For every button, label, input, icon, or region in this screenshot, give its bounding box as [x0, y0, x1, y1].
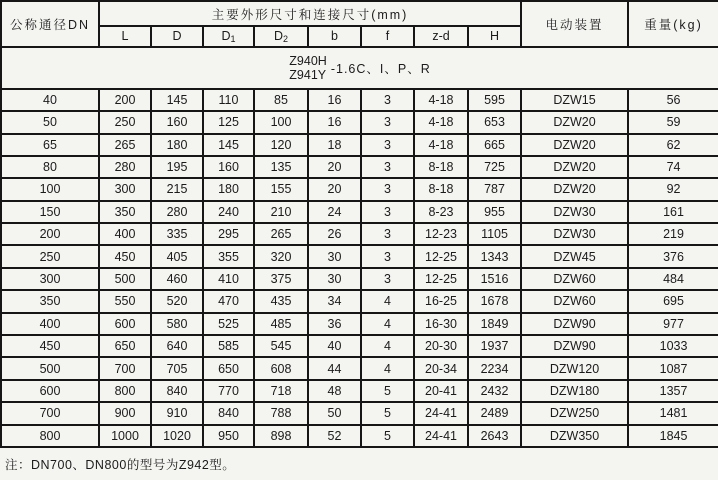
cell-z-d: 4-18	[414, 134, 468, 156]
cell-H: 665	[468, 134, 521, 156]
cell-D: 580	[151, 313, 203, 335]
cell-z-d: 4-18	[414, 111, 468, 133]
table-row	[1, 245, 718, 267]
cell-z-d: 4-18	[414, 89, 468, 111]
cell-weight: 1033	[628, 335, 718, 357]
cell-z-d: 8-23	[414, 201, 468, 223]
cell-weight: 62	[628, 134, 718, 156]
table-row	[1, 201, 718, 223]
cell-f: 3	[361, 223, 414, 245]
cell-actuator: DZW45	[521, 245, 628, 267]
cell-D2: 545	[254, 335, 308, 357]
cell-b: 36	[308, 313, 361, 335]
cell-D1: 770	[203, 380, 254, 402]
cell-b: 34	[308, 290, 361, 312]
cell-z-d: 20-30	[414, 335, 468, 357]
cell-z-d: 16-30	[414, 313, 468, 335]
header-row-1	[1, 1, 718, 26]
cell-actuator: DZW30	[521, 223, 628, 245]
cell-L: 500	[99, 268, 151, 290]
model-code-suffix: -1.6C、I、P、R	[330, 61, 431, 76]
cell-dn: 40	[1, 89, 99, 111]
cell-D: 405	[151, 245, 203, 267]
cell-actuator: DZW20	[521, 111, 628, 133]
cell-H: 1849	[468, 313, 521, 335]
cell-D2: 608	[254, 357, 308, 379]
model-code-line2: Z941Y	[289, 67, 327, 82]
col-header-zd: z-d	[414, 26, 468, 47]
cell-z-d: 24-41	[414, 425, 468, 447]
cell-b: 16	[308, 89, 361, 111]
cell-weight: 219	[628, 223, 718, 245]
cell-b: 20	[308, 178, 361, 200]
cell-b: 24	[308, 201, 361, 223]
cell-L: 350	[99, 201, 151, 223]
cell-f: 3	[361, 134, 414, 156]
cell-f: 3	[361, 89, 414, 111]
cell-L: 250	[99, 111, 151, 133]
cell-weight: 59	[628, 111, 718, 133]
cell-b: 18	[308, 134, 361, 156]
table-row	[1, 313, 718, 335]
cell-f: 4	[361, 357, 414, 379]
col-group-dimensions: 主要外形尺寸和连接尺寸(mm)	[99, 1, 521, 26]
cell-dn: 400	[1, 313, 99, 335]
cell-z-d: 16-25	[414, 290, 468, 312]
cell-D2: 718	[254, 380, 308, 402]
cell-D1: 525	[203, 313, 254, 335]
cell-actuator: DZW90	[521, 313, 628, 335]
col-header-D2: $D_2$	[254, 26, 308, 47]
cell-actuator: DZW20	[521, 134, 628, 156]
cell-L: 550	[99, 290, 151, 312]
cell-D: 460	[151, 268, 203, 290]
cell-weight: 56	[628, 89, 718, 111]
cell-weight: 1845	[628, 425, 718, 447]
cell-b: 30	[308, 268, 361, 290]
table-row	[1, 134, 718, 156]
cell-weight: 92	[628, 178, 718, 200]
cell-b: 52	[308, 425, 361, 447]
cell-D1: 355	[203, 245, 254, 267]
cell-b: 50	[308, 402, 361, 424]
cell-D1: 950	[203, 425, 254, 447]
cell-actuator: DZW250	[521, 402, 628, 424]
cell-f: 5	[361, 380, 414, 402]
cell-D1: 125	[203, 111, 254, 133]
cell-D1: 840	[203, 402, 254, 424]
cell-f: 3	[361, 156, 414, 178]
cell-f: 4	[361, 290, 414, 312]
col-header-H: H	[468, 26, 521, 47]
cell-z-d: 8-18	[414, 178, 468, 200]
cell-L: 650	[99, 335, 151, 357]
cell-L: 1000	[99, 425, 151, 447]
col-header-D1: $D_1$	[203, 26, 254, 47]
cell-D2: 435	[254, 290, 308, 312]
cell-H: 725	[468, 156, 521, 178]
cell-weight: 1087	[628, 357, 718, 379]
cell-H: 595	[468, 89, 521, 111]
cell-H: 1516	[468, 268, 521, 290]
table-row	[1, 178, 718, 200]
cell-b: 26	[308, 223, 361, 245]
cell-H: 2489	[468, 402, 521, 424]
cell-D: 335	[151, 223, 203, 245]
table-row	[1, 335, 718, 357]
cell-L: 800	[99, 380, 151, 402]
cell-z-d: 8-18	[414, 156, 468, 178]
cell-D2: 485	[254, 313, 308, 335]
cell-dn: 350	[1, 290, 99, 312]
cell-L: 265	[99, 134, 151, 156]
cell-dn: 500	[1, 357, 99, 379]
col-header-D: D	[151, 26, 203, 47]
col-header-b: b	[308, 26, 361, 47]
cell-H: 2643	[468, 425, 521, 447]
cell-L: 900	[99, 402, 151, 424]
cell-actuator: DZW350	[521, 425, 628, 447]
cell-H: 653	[468, 111, 521, 133]
cell-D1: 240	[203, 201, 254, 223]
cell-L: 700	[99, 357, 151, 379]
table-row	[1, 425, 718, 447]
cell-D2: 375	[254, 268, 308, 290]
cell-b: 20	[308, 156, 361, 178]
cell-dn: 600	[1, 380, 99, 402]
cell-L: 200	[99, 89, 151, 111]
col-header-f: f	[361, 26, 414, 47]
model-designation-row	[1, 47, 718, 89]
cell-z-d: 20-34	[414, 357, 468, 379]
table-row	[1, 290, 718, 312]
cell-weight: 977	[628, 313, 718, 335]
cell-dn: 700	[1, 402, 99, 424]
cell-D2: 210	[254, 201, 308, 223]
cell-D1: 470	[203, 290, 254, 312]
cell-H: 955	[468, 201, 521, 223]
table-row	[1, 111, 718, 133]
cell-f: 5	[361, 425, 414, 447]
cell-b: 30	[308, 245, 361, 267]
cell-b: 40	[308, 335, 361, 357]
table-row	[1, 223, 718, 245]
table-row	[1, 268, 718, 290]
cell-D2: 155	[254, 178, 308, 200]
cell-D: 180	[151, 134, 203, 156]
cell-D: 145	[151, 89, 203, 111]
cell-H: 1937	[468, 335, 521, 357]
cell-actuator: DZW60	[521, 268, 628, 290]
cell-D2: 85	[254, 89, 308, 111]
cell-L: 300	[99, 178, 151, 200]
cell-weight: 1357	[628, 380, 718, 402]
cell-actuator: DZW30	[521, 201, 628, 223]
cell-weight: 376	[628, 245, 718, 267]
cell-z-d: 12-25	[414, 268, 468, 290]
table-row	[1, 156, 718, 178]
cell-actuator: DZW20	[521, 156, 628, 178]
table-header	[1, 1, 718, 47]
cell-dn: 80	[1, 156, 99, 178]
table-body	[1, 89, 718, 447]
cell-weight: 74	[628, 156, 718, 178]
cell-L: 280	[99, 156, 151, 178]
cell-dn: 200	[1, 223, 99, 245]
cell-H: 2234	[468, 357, 521, 379]
cell-f: 5	[361, 402, 414, 424]
cell-H: 1678	[468, 290, 521, 312]
cell-L: 400	[99, 223, 151, 245]
cell-b: 48	[308, 380, 361, 402]
cell-D1: 650	[203, 357, 254, 379]
cell-D1: 295	[203, 223, 254, 245]
table-row	[1, 357, 718, 379]
cell-weight: 484	[628, 268, 718, 290]
cell-D: 1020	[151, 425, 203, 447]
cell-D1: 585	[203, 335, 254, 357]
model-code-line1: Z940H	[289, 53, 327, 68]
cell-D1: 410	[203, 268, 254, 290]
cell-D2: 135	[254, 156, 308, 178]
table-row	[1, 380, 718, 402]
cell-D1: 110	[203, 89, 254, 111]
cell-dn: 65	[1, 134, 99, 156]
cell-D: 640	[151, 335, 203, 357]
cell-actuator: DZW15	[521, 89, 628, 111]
cell-D2: 898	[254, 425, 308, 447]
cell-f: 4	[361, 335, 414, 357]
cell-f: 3	[361, 268, 414, 290]
cell-z-d: 12-25	[414, 245, 468, 267]
cell-f: 3	[361, 201, 414, 223]
cell-D: 840	[151, 380, 203, 402]
cell-b: 16	[308, 111, 361, 133]
cell-L: 450	[99, 245, 151, 267]
cell-f: 3	[361, 111, 414, 133]
cell-H: 2432	[468, 380, 521, 402]
cell-D2: 265	[254, 223, 308, 245]
cell-H: 787	[468, 178, 521, 200]
cell-D1: 180	[203, 178, 254, 200]
col-header-dn: 公称通径DN	[1, 1, 99, 47]
cell-f: 3	[361, 245, 414, 267]
cell-D: 520	[151, 290, 203, 312]
cell-weight: 695	[628, 290, 718, 312]
cell-actuator: DZW60	[521, 290, 628, 312]
cell-D: 910	[151, 402, 203, 424]
table-row	[1, 402, 718, 424]
cell-D: 705	[151, 357, 203, 379]
cell-z-d: 20-41	[414, 380, 468, 402]
cell-weight: 1481	[628, 402, 718, 424]
cell-dn: 250	[1, 245, 99, 267]
cell-D2: 100	[254, 111, 308, 133]
col-header-actuator: 电动装置	[521, 1, 628, 47]
model-designation	[2, 54, 718, 82]
col-header-weight: 重量(kg)	[628, 1, 718, 47]
cell-actuator: DZW20	[521, 178, 628, 200]
cell-D2: 788	[254, 402, 308, 424]
cell-D1: 145	[203, 134, 254, 156]
table-row	[1, 89, 718, 111]
cell-L: 600	[99, 313, 151, 335]
cell-z-d: 24-41	[414, 402, 468, 424]
cell-D2: 120	[254, 134, 308, 156]
cell-z-d: 12-23	[414, 223, 468, 245]
cell-H: 1105	[468, 223, 521, 245]
footnote: 注：DN700、DN800的型号为Z942型。	[5, 458, 236, 472]
cell-D: 215	[151, 178, 203, 200]
cell-dn: 100	[1, 178, 99, 200]
cell-b: 44	[308, 357, 361, 379]
cell-dn: 50	[1, 111, 99, 133]
cell-D2: 320	[254, 245, 308, 267]
cell-f: 4	[361, 313, 414, 335]
cell-D: 195	[151, 156, 203, 178]
cell-actuator: DZW120	[521, 357, 628, 379]
col-header-L: L	[99, 26, 151, 47]
cell-actuator: DZW90	[521, 335, 628, 357]
cell-D: 160	[151, 111, 203, 133]
cell-weight: 161	[628, 201, 718, 223]
model-designation-cell	[1, 47, 718, 89]
cell-f: 3	[361, 178, 414, 200]
cell-D: 280	[151, 201, 203, 223]
cell-D1: 160	[203, 156, 254, 178]
cell-dn: 300	[1, 268, 99, 290]
cell-H: 1343	[468, 245, 521, 267]
cell-dn: 800	[1, 425, 99, 447]
cell-actuator: DZW180	[521, 380, 628, 402]
cell-dn: 150	[1, 201, 99, 223]
cell-dn: 450	[1, 335, 99, 357]
